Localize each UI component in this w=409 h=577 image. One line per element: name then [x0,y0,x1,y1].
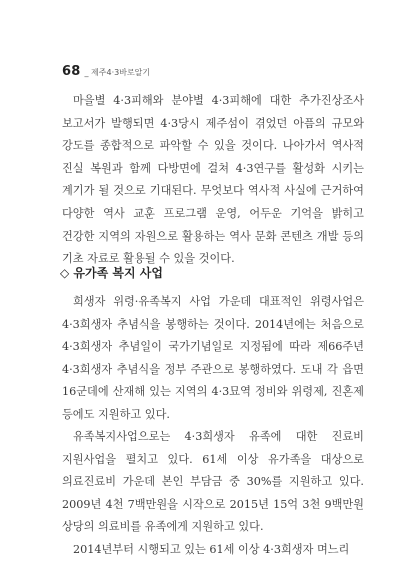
page-header [62,64,150,79]
paragraph-medical-support: 유족복지사업으로는 4·3희생자 유족에 대한 진료비 지원사업을 펼치고 있다. 61세 이상 유가족을 대상으로 의료진료비 가운데 본인 부담금 중 30%를 지원하고 있다. 2009년 4천 7백만원을 시작으로 2015년 15억 3천 9백만원 상당의 의료비를 유족에게 지원하고 있다. [62,430,364,534]
running-head: _ 제주4·3바로알기 [84,68,151,77]
section-heading-family-welfare: ◇ 유가족 복지 사업 [60,266,163,280]
paragraph-follow-up-report: 마을별 4·3피해와 분야별 4·3피해에 대한 추가진상조사 보고서가 발행되면 4·3당시 제주섬이 겪었던 아픔의 규모와 강도를 종합적으로 파악할 수 있을 것이다. 나아가서 역사적 진실 복원과 함께 다방면에 걸쳐 4·3연구를 활성화 시키는 계기가 될 것으로 기대된다. 무엇보다 역사적 사실에 근거하여 다양한 역사 교훈 프로그램 운영, 어두운 기억을 밝히고 건강한 지역의 자원으로 활용하는 역사 문화 콘텐츠 개발 등의 기초 자료로 활용될 수 있을 것이다. [62,94,364,266]
page-number: 68 [62,64,81,79]
paragraph-memorial-projects: 희생자 위령·유족복지 사업 가운데 대표적인 위령사업은 4·3희생자 추념식을 봉행하는 것이다. 2014년에는 처음으로 4·3희생자 추념일이 국가기념일로 지정됨에 따라 제66주년 4·3희생자 추념식을 정부 주관으로 봉행하였다. 도내 각 읍면 16군데에 산재해 있는 지역의 4·3묘역 정비와 위령제, 진혼제 등에도 지원하고 있다. [62,295,364,421]
paragraph-daughter-in-law-support: 2014년부터 시행되고 있는 61세 이상 4·3희생자 며느리 [73,543,350,556]
